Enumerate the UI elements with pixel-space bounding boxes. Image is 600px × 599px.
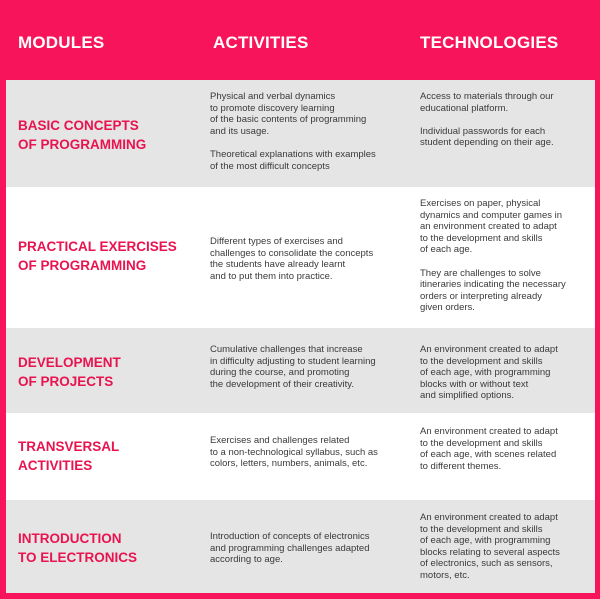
technology-text: [420, 512, 592, 582]
activity-line: to promote discovery learning: [210, 102, 335, 114]
technology-line: They are challenges to solve: [420, 267, 541, 279]
module-title: [18, 529, 203, 567]
module-line: ACTIVITIES: [18, 458, 93, 473]
activity-text: [210, 236, 410, 282]
technology-line: to different themes.: [420, 460, 502, 472]
module-line: TRANSVERSAL: [18, 439, 120, 454]
table-header: [0, 0, 600, 80]
activity-text: [210, 435, 410, 470]
activity-line: during the course, and promoting: [210, 367, 350, 379]
module-title: [18, 437, 203, 475]
module-line: DEVELOPMENT: [18, 355, 121, 370]
technology-line: orders or interpreting already: [420, 290, 542, 302]
activity-line: the development of their creativity.: [210, 378, 354, 390]
activity-line: Exercises and challenges related: [210, 435, 350, 446]
technology-line: to the development and skills: [420, 232, 543, 244]
table-row: [6, 414, 595, 500]
activity-line: in difficulty adjusting to student learning: [210, 355, 376, 367]
technology-text: [420, 198, 592, 314]
technology-line: given orders.: [420, 302, 475, 314]
activity-line: Cumulative challenges that increase: [210, 344, 363, 355]
activity-line: the students have already learnt: [210, 259, 346, 271]
technology-line: An environment created to adapt: [420, 512, 558, 523]
table-row: [6, 188, 595, 328]
technology-line: student depending on their age.: [420, 137, 554, 149]
technology-line: dynamics and computer games in: [420, 209, 563, 221]
technology-line: to the development and skills: [420, 355, 543, 367]
activity-text: [210, 344, 410, 390]
technology-line: and simplified options.: [420, 390, 514, 402]
module-title: [18, 353, 203, 391]
technology-line: blocks with or without text: [420, 378, 529, 390]
technology-line: of each age, with programming: [420, 535, 551, 547]
technology-line: an environment created to adapt: [420, 221, 557, 233]
technology-line: of each age, with scenes related: [420, 449, 557, 461]
header-activities: ACTIVITIES: [213, 33, 309, 52]
technology-line: of each age.: [420, 244, 473, 256]
technology-text: [420, 344, 592, 402]
activity-line: of the most difficult concepts: [210, 160, 330, 172]
module-line: OF PROGRAMMING: [18, 258, 147, 273]
technology-line: of electronics, such as sensors,: [420, 558, 553, 570]
activity-line: Introduction of concepts of electronics: [210, 531, 370, 542]
technology-text: [420, 91, 592, 149]
activity-line: of the basic contents of programming: [210, 114, 367, 126]
technology-line: Access to materials through our: [420, 91, 554, 102]
table-body: [6, 80, 595, 593]
technology-line: An environment created to adapt: [420, 426, 558, 437]
activity-line: colors, letters, numbers, animals, etc.: [210, 458, 368, 470]
technology-line: blocks relating to several aspects: [420, 546, 560, 558]
activity-line: and programming challenges adapted: [210, 542, 370, 554]
technology-line: educational platform.: [420, 102, 509, 114]
module-line: OF PROGRAMMING: [18, 137, 147, 152]
technology-line: Exercises on paper, physical: [420, 198, 541, 209]
activity-line: and its usage.: [210, 125, 270, 137]
activity-text: [210, 91, 410, 172]
module-line: OF PROJECTS: [18, 374, 114, 389]
module-line: INTRODUCTION: [18, 531, 122, 546]
technology-gap: [420, 256, 592, 268]
technology-gap: [420, 114, 592, 126]
activity-line: Theoretical explanations with examples: [210, 148, 376, 160]
technology-line: to the development and skills: [420, 523, 543, 535]
activity-line: according to age.: [210, 554, 283, 566]
activity-line: to a non-technological syllabus, such as: [210, 446, 378, 458]
table-row: [6, 328, 595, 414]
activity-line: Physical and verbal dynamics: [210, 91, 336, 102]
table-row: [6, 80, 595, 188]
technology-line: to the development and skills: [420, 437, 543, 449]
activity-line: Different types of exercises and: [210, 236, 343, 247]
technology-line: Individual passwords for each: [420, 125, 546, 137]
module-line: PRACTICAL EXERCISES: [18, 239, 177, 254]
activity-gap: [210, 137, 410, 149]
technology-line: motors, etc.: [420, 569, 470, 581]
module-line: TO ELECTRONICS: [18, 550, 138, 565]
module-title: [18, 116, 203, 154]
technology-text: [420, 426, 592, 472]
module-line: BASIC CONCEPTS: [18, 118, 139, 133]
activity-line: and to put them into practice.: [210, 270, 333, 282]
header-technologies: TECHNOLOGIES: [420, 33, 559, 52]
technology-line: of each age, with programming: [420, 367, 551, 379]
header-modules: MODULES: [18, 33, 105, 52]
technology-line: itineraries indicating the necessary: [420, 279, 566, 291]
table-row: [6, 500, 595, 593]
module-title: [18, 237, 203, 275]
activity-line: challenges to consolidate the concepts: [210, 247, 374, 259]
activity-text: [210, 531, 410, 566]
technology-line: An environment created to adapt: [420, 344, 558, 355]
